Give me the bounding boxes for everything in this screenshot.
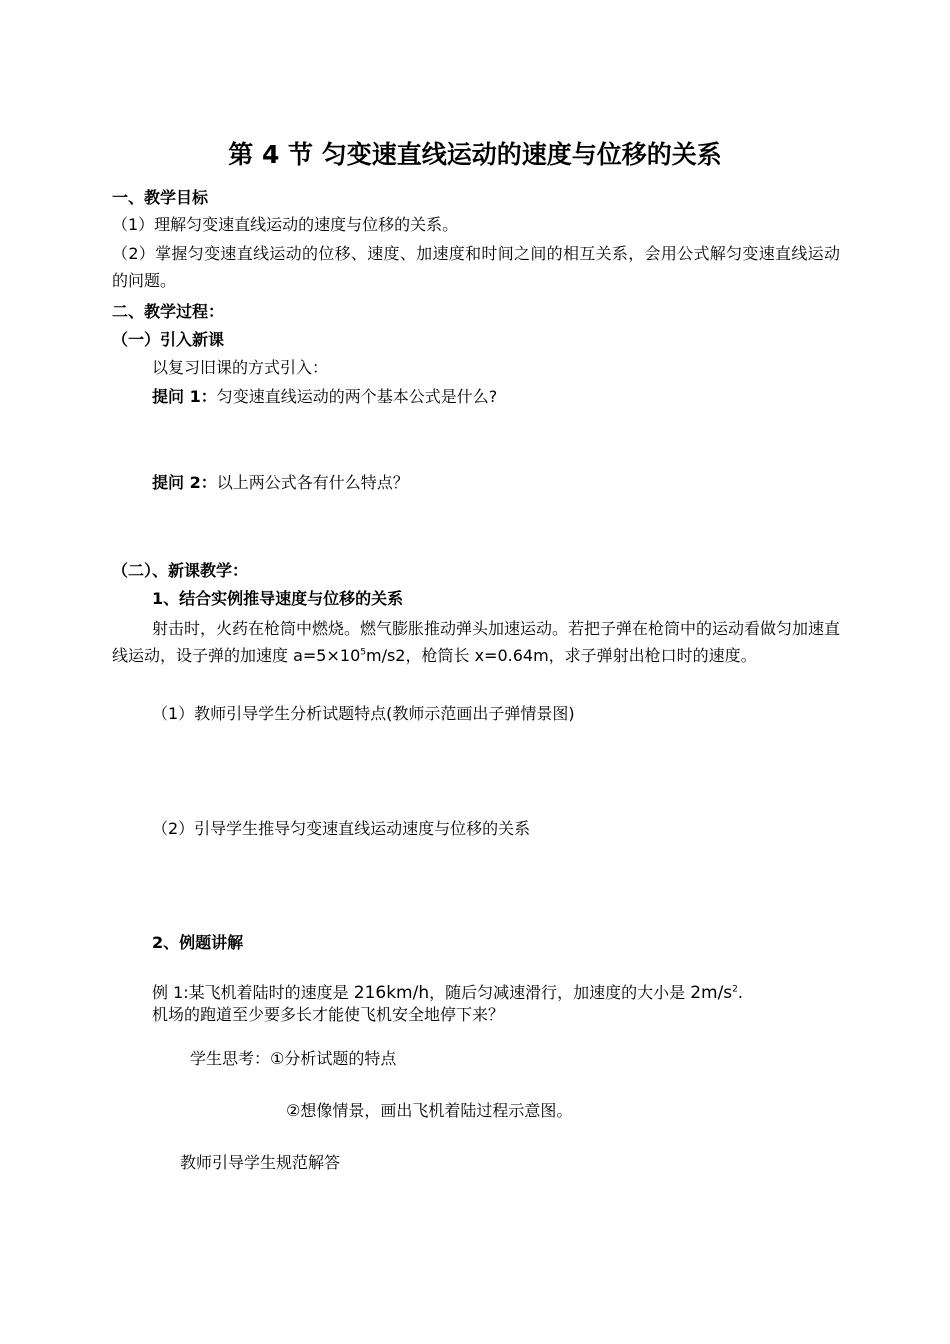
section-heading-process: 二、教学过程： — [112, 302, 225, 321]
goal-1: （1）理解匀变速直线运动的速度与位移的关系。 — [112, 215, 459, 234]
problem-text-a: 射击时，火药在枪筒中燃烧。燃气膨胀推动弹头加速运动。若把子弹在枪筒中的运动看做匀加速直线运动，设子弹的加速度 a=5×10 — [112, 619, 841, 665]
part2-heading: （二）、新课教学： — [112, 561, 249, 580]
teacher-guide: 教师引导学生规范解答 — [180, 1153, 341, 1172]
example-text-b: ，随后匀减速滑行，加速度的大小是 — [429, 983, 691, 1002]
question-1-label: 提问 1： — [152, 387, 217, 406]
student-think-label: 学生思考： — [190, 1049, 271, 1068]
step-1: （1）教师引导学生分析试题特点(教师示范画出子弹情景图) — [152, 704, 575, 723]
question-2 — [152, 471, 409, 495]
student-think-1 — [190, 1047, 396, 1071]
problem-exponent: 5 — [360, 647, 366, 658]
subsection-2-heading: 2、例题讲解 — [152, 933, 244, 952]
example-line-2: 机场的跑道至少要多长才能使飞机安全地停下来？ — [152, 1005, 505, 1024]
question-2-text: 以上两公式各有什么特点？ — [216, 473, 409, 492]
example-speed: 216km/h — [353, 983, 430, 1003]
problem-text-b: m/s2，枪筒长 x=0.64m，求子弹射出枪口时的速度。 — [365, 646, 757, 665]
part1-heading: （一）引入新课 — [112, 330, 225, 349]
problem-text — [112, 615, 840, 669]
section-heading-goals: 一、教学目标 — [112, 188, 209, 207]
document-title: 第 4 节 匀变速直线运动的速度与位移的关系 — [228, 140, 722, 169]
question-1-text: 匀变速直线运动的两个基本公式是什么? — [216, 387, 498, 406]
subsection-1-heading: 1、结合实例推导速度与位移的关系 — [152, 589, 404, 608]
example-acceleration-exponent: 2 — [732, 984, 738, 995]
goal-2: （2）掌握匀变速直线运动的位移、速度、加速度和时间之间的相互关系，会用公式解匀变速直线运动的问题。 — [112, 244, 840, 290]
example-acceleration: 2m/s — [690, 983, 733, 1003]
example-text-a: 例 1:某飞机着陆时的速度是 — [152, 983, 354, 1002]
example-line-1 — [152, 981, 743, 1005]
step-2: （2）引导学生推导匀变速直线运动速度与位移的关系 — [152, 819, 531, 838]
intro-text: 以复习旧课的方式引入： — [152, 358, 329, 377]
example-text-c: . — [737, 983, 743, 1002]
question-1 — [152, 385, 497, 409]
student-think-item-1: ①分析试题的特点 — [270, 1049, 397, 1068]
student-think-item-2: ②想像情景，画出飞机着陆过程示意图。 — [286, 1101, 573, 1120]
question-2-label: 提问 2： — [152, 473, 217, 492]
